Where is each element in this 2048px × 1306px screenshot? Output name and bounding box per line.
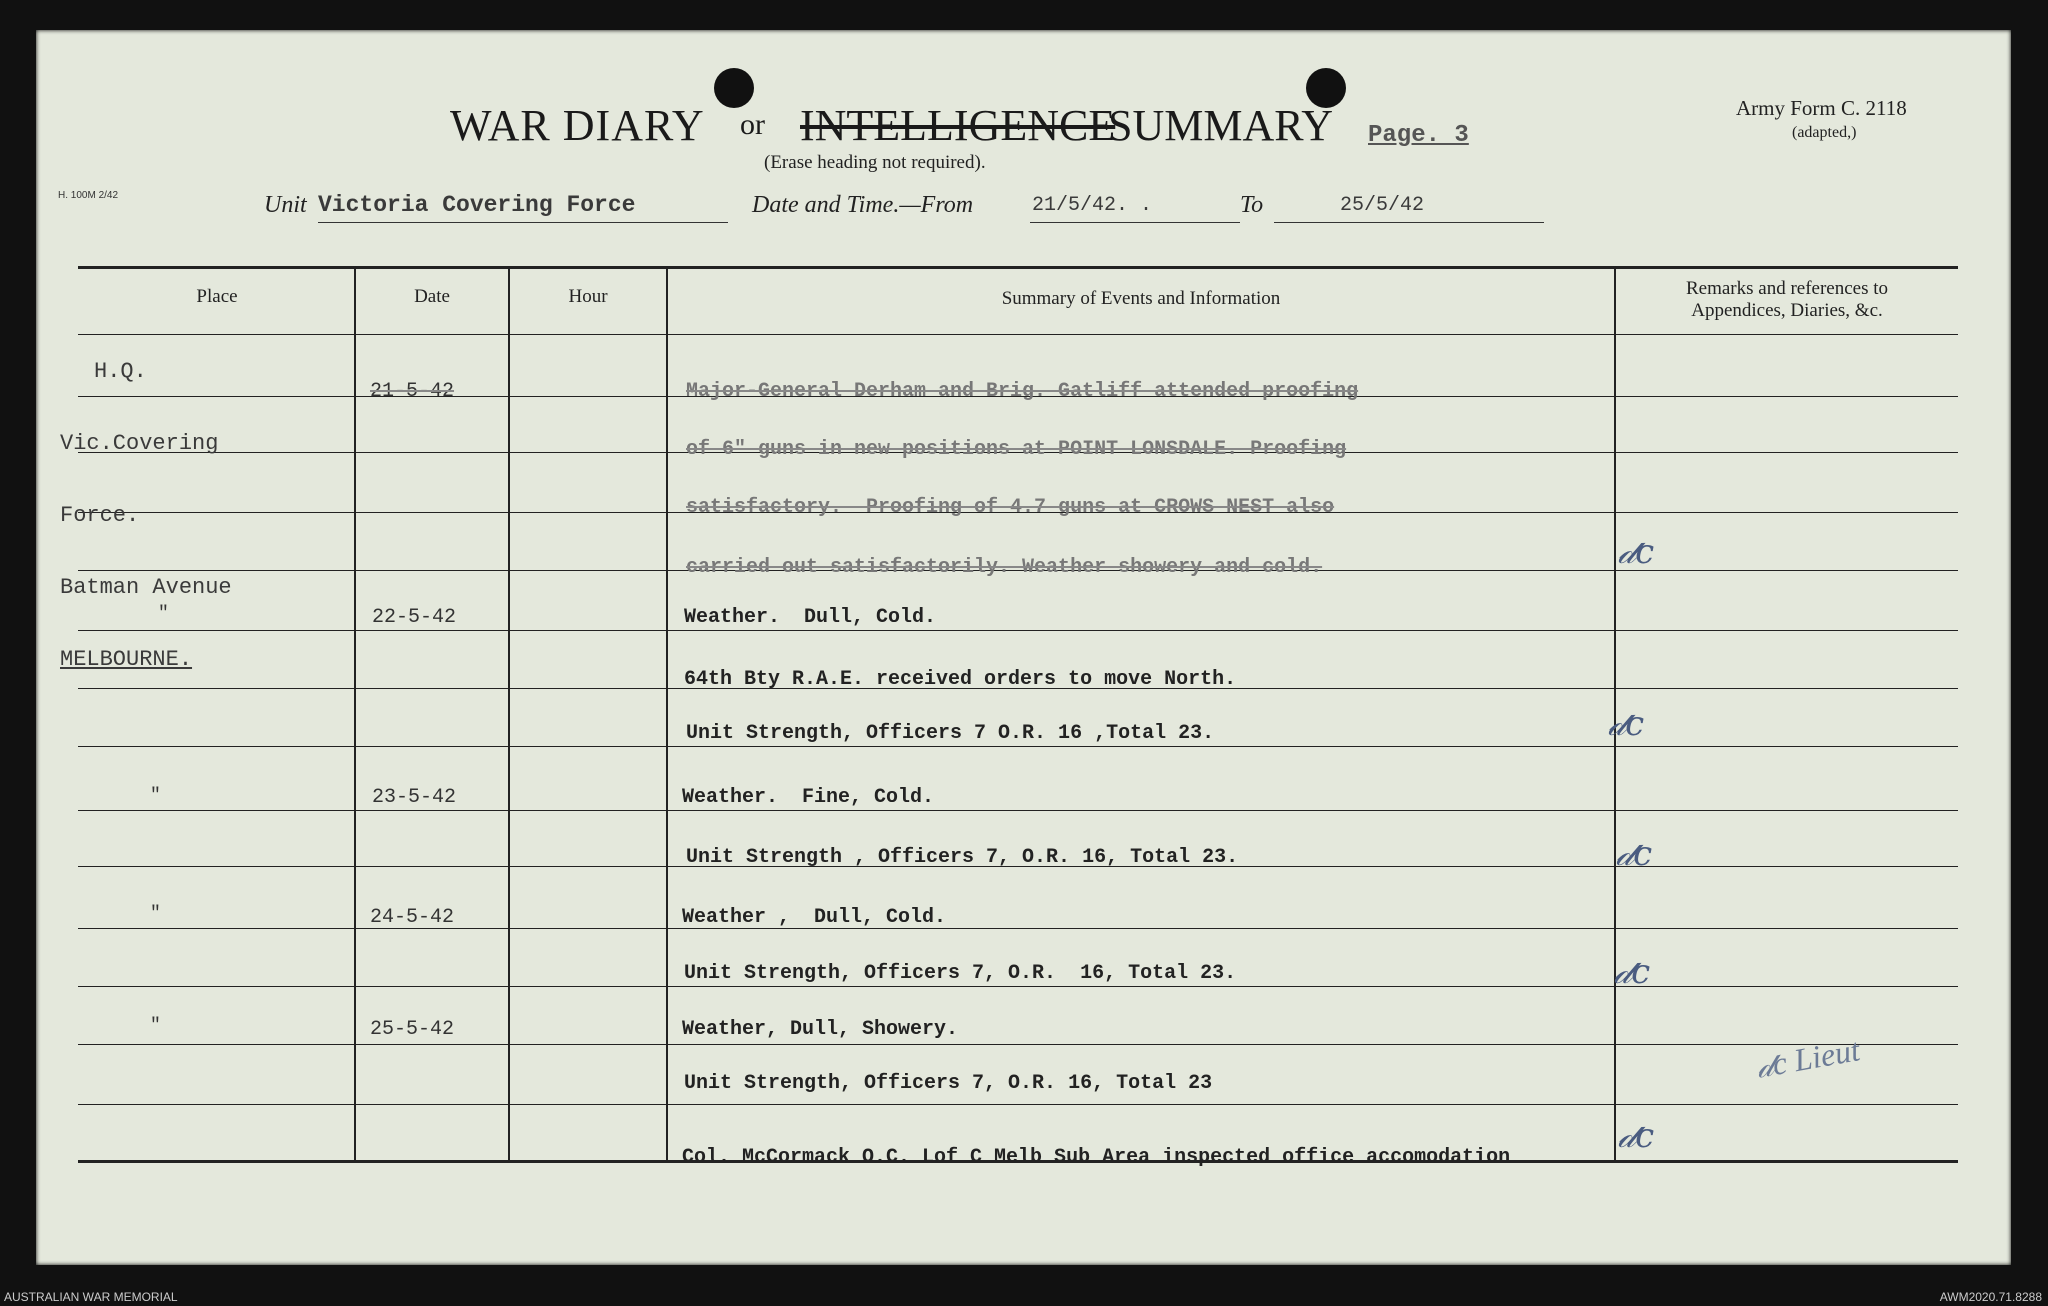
rule bbox=[78, 810, 1958, 811]
col-head-place: Place bbox=[196, 286, 238, 307]
entry-date: 24-5-42 bbox=[370, 906, 455, 929]
unit-underline bbox=[318, 222, 728, 223]
entry-line: Unit Strength, Officers 7, O.R. 16, Total 23 bbox=[684, 1072, 1213, 1095]
entry-line: of 6" guns in new positions at POINT LONSDALE. Proofing bbox=[686, 438, 1347, 461]
print-code: H. 100M 2/42 bbox=[58, 190, 119, 201]
col-head-date: Date bbox=[414, 286, 450, 307]
entry-line: Unit Strength, Officers 7 O.R. 16 ,Total 23. bbox=[686, 722, 1215, 745]
rule bbox=[78, 928, 1958, 929]
from-date-value: 21/5/42. . bbox=[1032, 194, 1153, 217]
entry-date: 21-5-42 bbox=[370, 380, 455, 403]
col-head-summary: Summary of Events and Information bbox=[1001, 288, 1281, 309]
handwritten-initials: 𝒹c bbox=[1616, 834, 1653, 874]
rule bbox=[78, 1104, 1958, 1105]
footer-credit: AUSTRALIAN WAR MEMORIAL bbox=[4, 1290, 178, 1304]
place-line: H.Q. bbox=[94, 359, 147, 384]
title-war-diary: WAR DIARY bbox=[450, 101, 705, 150]
entry-line: Weather. Dull, Cold. bbox=[684, 606, 937, 629]
title-or: or bbox=[740, 108, 765, 141]
entry-line: satisfactory. Proofing of 4.7 guns at CROWS NEST also bbox=[686, 496, 1335, 519]
entry-date: 23-5-42 bbox=[372, 786, 457, 809]
place-line: MELBOURNE. bbox=[60, 647, 193, 672]
entry-date: 25-5-42 bbox=[370, 1018, 455, 1041]
datetime-label: Date and Time.—From bbox=[752, 192, 974, 218]
col-divider-3 bbox=[666, 266, 668, 1161]
col-head-remarks-1: Remarks and references to bbox=[1685, 278, 1889, 299]
title-summary: SUMMARY bbox=[1108, 101, 1333, 150]
col-head-hour: Hour bbox=[568, 286, 608, 307]
rule bbox=[78, 986, 1958, 987]
to-underline bbox=[1274, 222, 1544, 223]
place-line: Vic.Covering bbox=[60, 431, 219, 456]
place-block bbox=[60, 312, 232, 696]
place-line: Batman Avenue bbox=[60, 575, 232, 600]
unit-label: Unit bbox=[264, 192, 307, 218]
adapted-label: (adapted,) bbox=[1792, 124, 1857, 141]
rule bbox=[78, 1044, 1958, 1045]
from-underline bbox=[1030, 222, 1240, 223]
entry-date: 22-5-42 bbox=[372, 606, 457, 629]
handwritten-initials: 𝒹c bbox=[1608, 704, 1645, 744]
entry-line: Weather, Dull, Showery. bbox=[682, 1018, 959, 1041]
place-line: Force. bbox=[60, 503, 140, 528]
footer-accession: AWM2020.71.8288 bbox=[1939, 1290, 2042, 1304]
erase-note: (Erase heading not required). bbox=[764, 152, 986, 173]
ditto-mark: " bbox=[150, 904, 161, 924]
to-date-value: 25/5/42 bbox=[1340, 194, 1425, 217]
rule bbox=[78, 746, 1958, 747]
rule bbox=[78, 630, 1958, 631]
entry-line: Unit Strength , Officers 7, O.R. 16, Total 23. bbox=[686, 846, 1239, 869]
entry-line: Major-General Derham and Brig. Gatliff attended proofing bbox=[686, 380, 1359, 403]
punch-hole-left bbox=[714, 68, 754, 108]
to-label: To bbox=[1240, 192, 1264, 218]
entry-line: 64th Bty R.A.E. received orders to move North. bbox=[684, 668, 1237, 691]
entry-line: Weather. Fine, Cold. bbox=[682, 786, 935, 809]
handwritten-signature: 𝒹c Lieut bbox=[1753, 1031, 1863, 1085]
ditto-mark: " bbox=[158, 604, 169, 624]
ditto-mark: " bbox=[150, 786, 161, 806]
entry-line: carried out satisfactorily. Weather showery and cold. bbox=[686, 556, 1323, 579]
table-top-rule bbox=[78, 266, 1958, 269]
col-divider-1 bbox=[354, 266, 356, 1161]
title-intelligence: INTELLIGENCE bbox=[800, 101, 1116, 150]
entry-line: Weather , Dull, Cold. bbox=[682, 906, 947, 929]
entry-line: Unit Strength, Officers 7, O.R. 16, Total 23. bbox=[684, 962, 1237, 985]
unit-value: Victoria Covering Force bbox=[318, 192, 636, 218]
entry-line: Col. McCormack O.C. Lof C Melb Sub Area inspected office accomodation bbox=[682, 1146, 1511, 1169]
rule bbox=[78, 334, 1958, 335]
col-divider-2 bbox=[508, 266, 510, 1161]
page-number: Page. 3 bbox=[1368, 122, 1469, 149]
handwritten-initials: 𝒹c bbox=[1618, 532, 1655, 572]
col-head-remarks-2: Appendices, Diaries, &c. bbox=[1691, 300, 1883, 321]
handwritten-initials: 𝒹c bbox=[1618, 1116, 1655, 1156]
handwritten-initials: 𝒹c bbox=[1614, 952, 1651, 992]
army-form-label: Army Form C. 2118 bbox=[1736, 96, 1907, 120]
ditto-mark: " bbox=[150, 1016, 161, 1036]
